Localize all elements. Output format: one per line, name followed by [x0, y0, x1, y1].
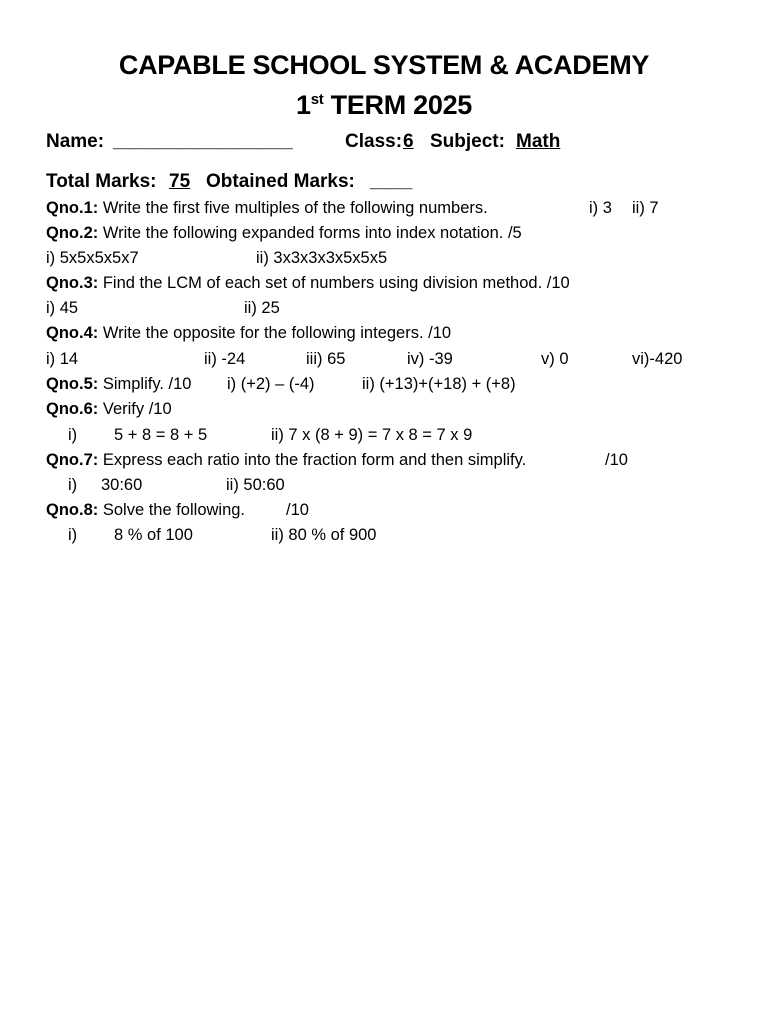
term-title — [0, 90, 768, 121]
question-8-part: 8 % of 100 — [114, 526, 193, 544]
total-marks-label: Total Marks: — [46, 171, 157, 192]
question-7-part: 30:60 — [101, 476, 143, 494]
question-4-text: Write the opposite for the following integers. /10 — [102, 324, 452, 342]
question-3-part: ii) 25 — [244, 299, 280, 317]
question-3 — [46, 274, 570, 293]
question-6-part: ii) 7 x (8 + 9) = 7 x 8 = 7 x 9 — [271, 426, 473, 444]
question-1-text: Write the first five multiples of the following numbers. — [102, 199, 488, 217]
question-8-text: Solve the following. — [102, 501, 246, 519]
question-6-part: 5 + 8 = 8 + 5 — [114, 426, 208, 444]
question-6 — [46, 400, 172, 419]
question-4-part: iv) -39 — [407, 350, 453, 368]
question-5-part: i) (+2) – (-4) — [227, 375, 315, 393]
question-2-part: i) 5x5x5x5x7 — [46, 249, 139, 267]
question-8-label: Qno.8: — [46, 501, 99, 519]
question-7-part-marker: i) — [68, 476, 78, 494]
subject-label: Subject: — [430, 131, 505, 152]
question-1-label: Qno.1: — [46, 199, 99, 217]
question-5-text: Simplify. /10 — [102, 375, 192, 393]
obtained-marks-label: Obtained Marks: — [206, 171, 355, 192]
question-7 — [46, 451, 526, 470]
question-4-label: Qno.4: — [46, 324, 99, 342]
question-7-part: ii) 50:60 — [226, 476, 285, 494]
question-4-part: iii) 65 — [306, 350, 346, 368]
obtained-marks-blank[interactable]: ____ — [370, 171, 413, 192]
question-5-label: Qno.5: — [46, 375, 99, 393]
question-3-text: Find the LCM of each set of numbers using division method. /10 — [102, 274, 570, 292]
subject-value: Math — [516, 131, 561, 152]
term-suffix: st — [310, 91, 324, 108]
question-5-part: ii) (+13)+(+18) + (+8) — [362, 375, 516, 393]
question-8-marks: /10 — [286, 501, 309, 519]
question-2 — [46, 224, 522, 243]
name-blank[interactable]: _________________ — [113, 131, 293, 152]
school-name: CAPABLE SCHOOL SYSTEM & ACADEMY — [118, 50, 650, 80]
question-1-part: ii) 7 — [632, 199, 659, 217]
question-2-part: ii) 3x3x3x3x5x5x5 — [256, 249, 388, 267]
term-rest: TERM 2025 — [323, 90, 473, 120]
question-7-marks: /10 — [605, 451, 628, 469]
term-number: 1 — [295, 90, 311, 120]
question-1 — [46, 199, 488, 218]
question-1-part: i) 3 — [589, 199, 612, 217]
question-4-part: vi)-420 — [632, 350, 683, 368]
question-6-part-marker: i) — [68, 426, 78, 444]
question-4-part: i) 14 — [46, 350, 79, 368]
question-8 — [46, 501, 245, 520]
question-7-label: Qno.7: — [46, 451, 99, 469]
question-4-part: ii) -24 — [204, 350, 246, 368]
question-8-part: ii) 80 % of 900 — [271, 526, 377, 544]
question-8-part-marker: i) — [68, 526, 78, 544]
question-7-text: Express each ratio into the fraction form and then simplify. — [102, 451, 527, 469]
question-2-label: Qno.2: — [46, 224, 99, 242]
question-5 — [46, 375, 191, 394]
total-marks-value: 75 — [169, 171, 191, 192]
class-label: Class: — [345, 131, 403, 152]
question-4 — [46, 324, 451, 343]
question-3-part: i) 45 — [46, 299, 79, 317]
question-4-part: v) 0 — [541, 350, 569, 368]
question-3-label: Qno.3: — [46, 274, 99, 292]
class-value: 6 — [403, 131, 414, 152]
question-2-text: Write the following expanded forms into index notation. /5 — [102, 224, 522, 242]
question-6-label: Qno.6: — [46, 400, 99, 418]
name-label: Name: — [46, 131, 105, 152]
question-6-text: Verify /10 — [102, 400, 172, 418]
